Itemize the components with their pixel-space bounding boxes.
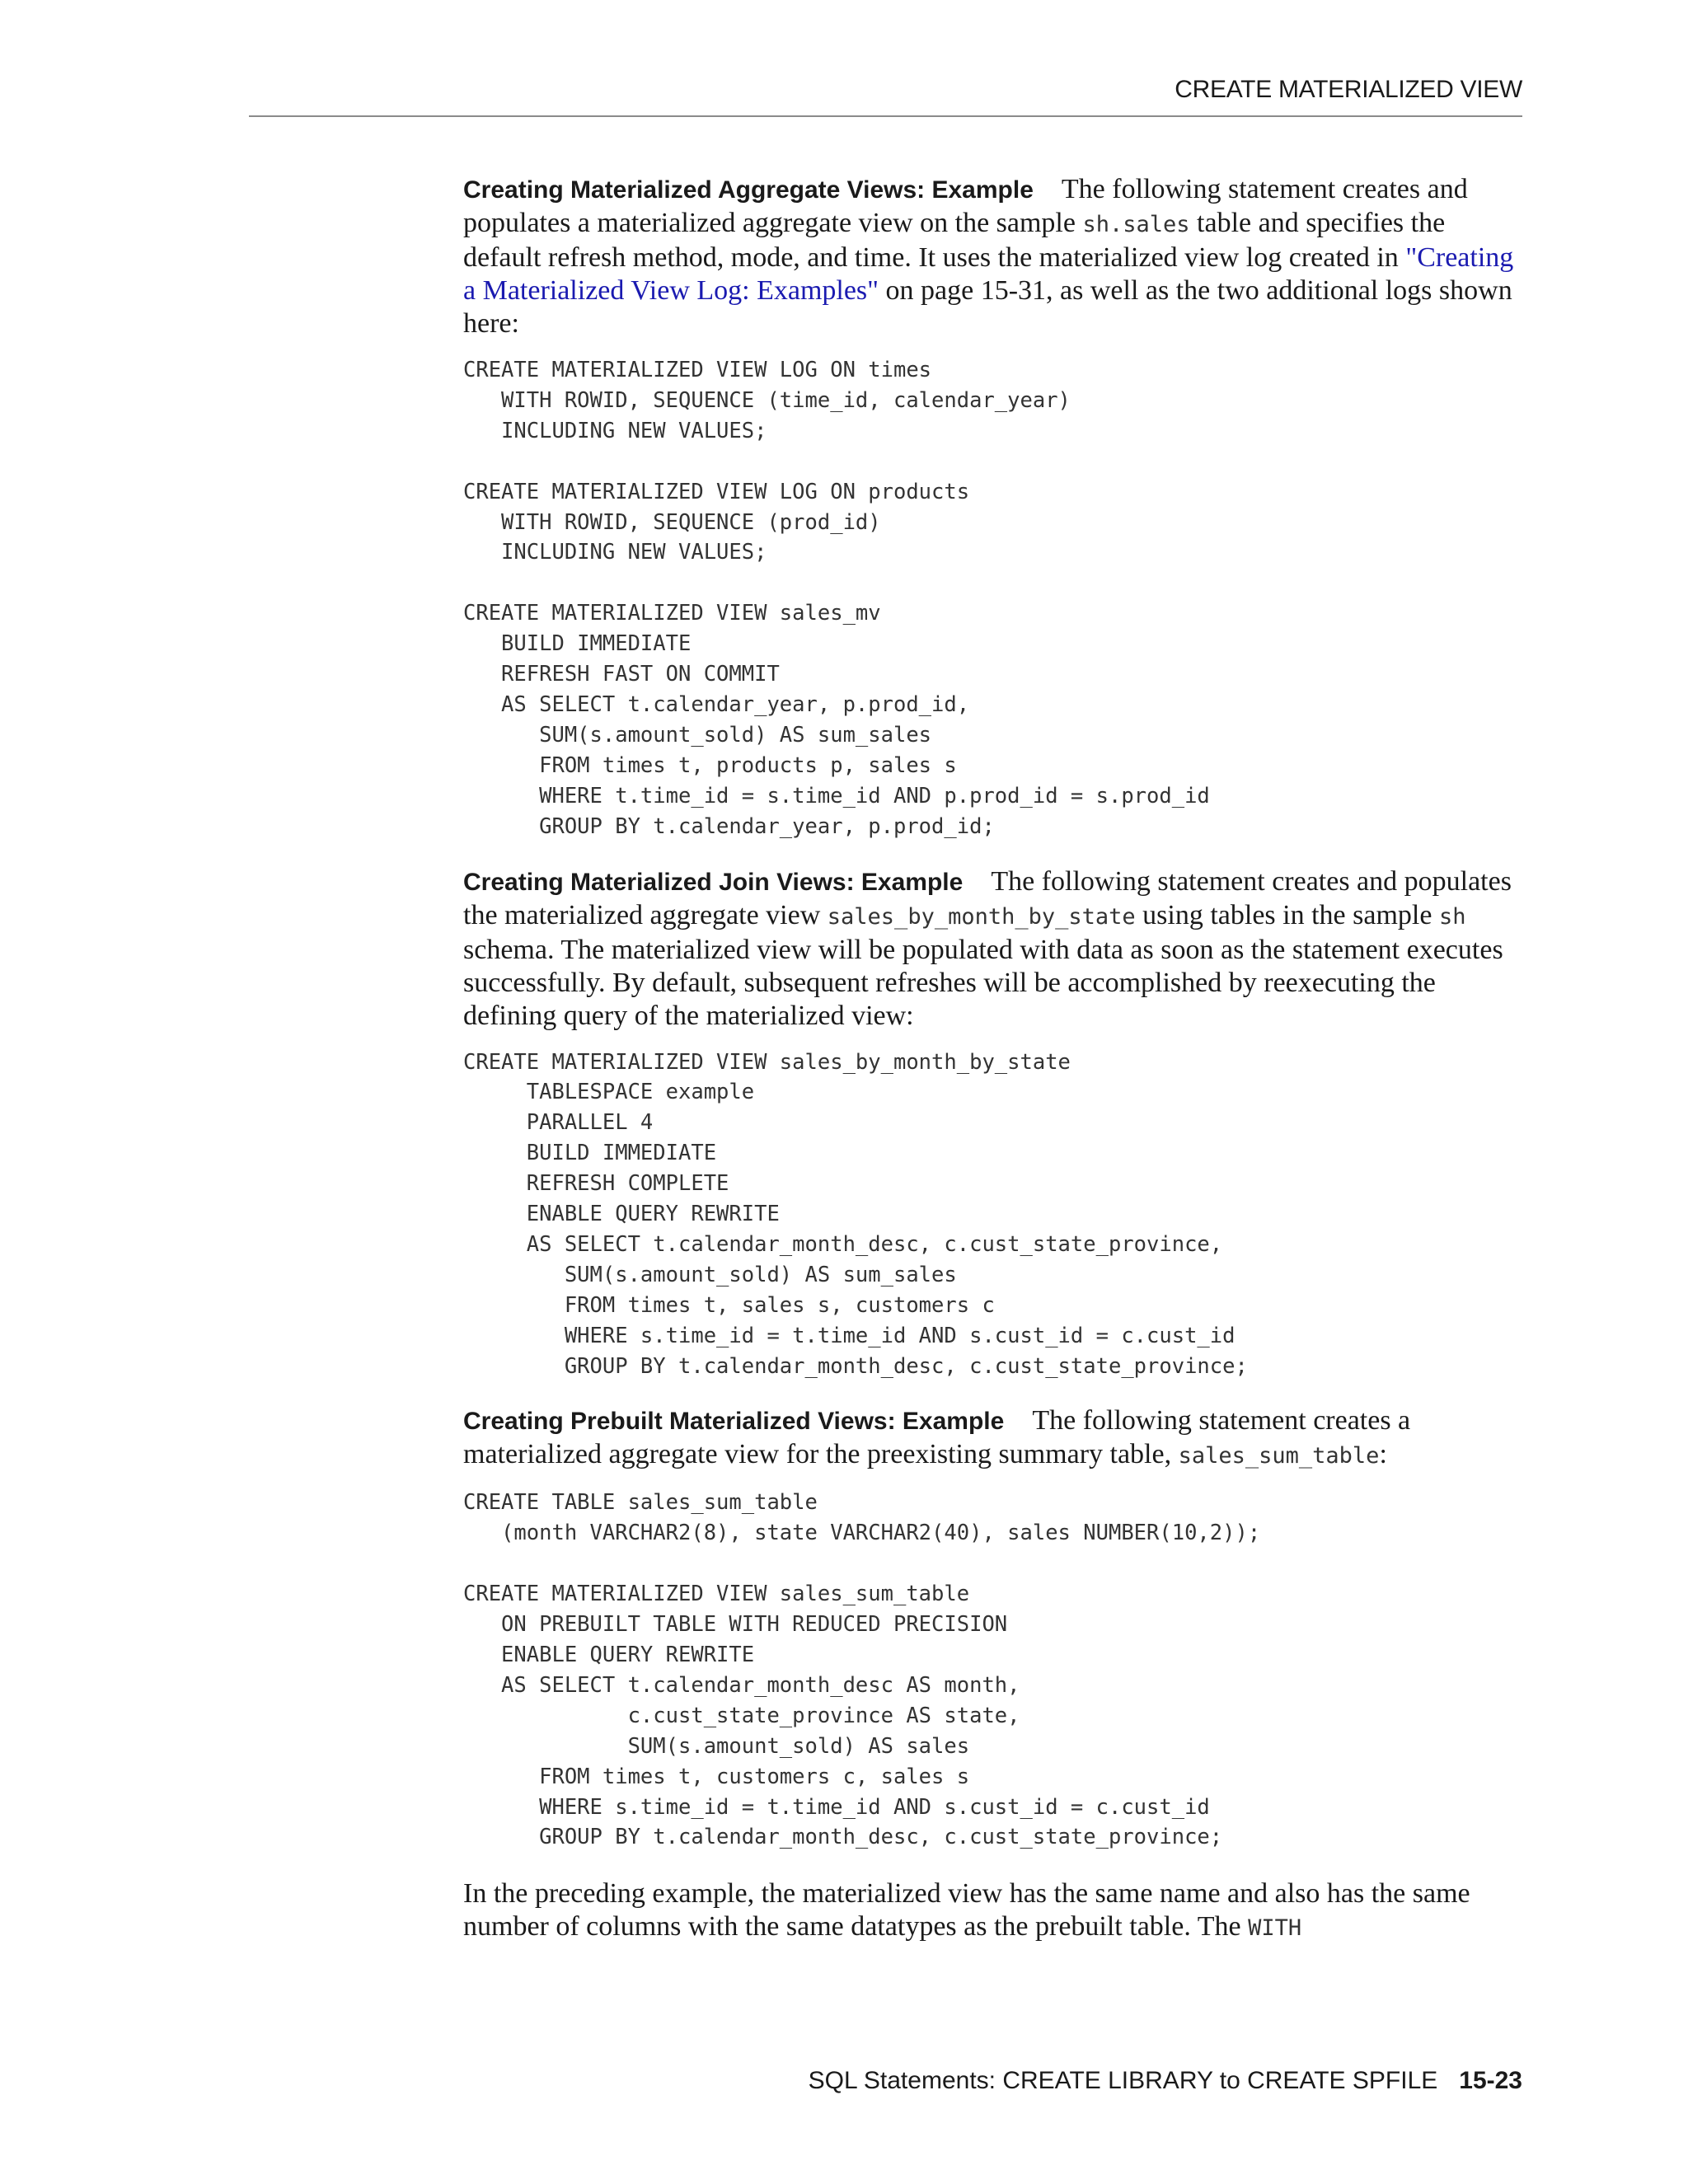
header-rule [249, 115, 1522, 117]
footer-title: SQL Statements: CREATE LIBRARY to CREATE SPFILE [808, 2067, 1438, 2094]
inline-code: sales_by_month_by_state [827, 903, 1136, 930]
page-number: 15-23 [1459, 2067, 1522, 2094]
inline-code: sh [1438, 903, 1466, 930]
cross-reference-link[interactable]: "Creating a Materialized View Log: Examples" [463, 242, 1514, 306]
join-views-code: CREATE MATERIALIZED VIEW sales_by_month_by_state TABLESPACE example PARALLEL 4 BUILD IMMEDIATE REFRESH COMPLETE ENABLE QUERY REWRITE AS SELECT t.calendar_month_desc, c.cust_state_province, SUM(s.amount_sold) AS sum_sales FROM times t, sales s, customers c WHERE s.time_id = t.time_id AND s.cust_id = c.cust_id GROUP BY t.calendar_month_desc, c.cust_state_province; [463, 1049, 1248, 1379]
page-content [463, 173, 1526, 1945]
aggregate-views-paragraph: Creating Materialized Aggregate Views: Example The following statement creates and populates a materialized aggregate view on the sample sh.sales table and specifies the default refresh method, mode, and time. It uses the materialized view log created in "Creating a Materialized View Log: Examples" on page 15-31, as well as the two additional logs shown here: [463, 174, 1514, 339]
running-header: CREATE MATERIALIZED VIEW [1175, 76, 1522, 103]
inline-code: WITH [1248, 1915, 1302, 1942]
aggregate-views-heading: Creating Materialized Aggregate Views: Example [463, 176, 1034, 204]
running-footer [809, 2067, 1522, 2095]
prebuilt-views-heading: Creating Prebuilt Materialized Views: Example [463, 1408, 1005, 1436]
inline-code: sales_sum_table [1178, 1443, 1380, 1469]
join-views-paragraph: Creating Materialized Join Views: Example The following statement creates and populates the materialized aggregate view sales_by_month_by_state using tables in the sample sh schema. The materialized view will be populated with data as soon as the statement executes successfully. By default, subsequent refreshes will be accomplished by reexecuting the defining query of the materialized view: [463, 865, 1512, 1031]
join-views-heading: Creating Materialized Join Views: Example [463, 868, 964, 896]
prebuilt-views-paragraph: Creating Prebuilt Materialized Views: Example The following statement creates a materialized aggregate view for the preexisting summary table, sales_sum_table: [463, 1405, 1411, 1470]
prebuilt-views-code: CREATE TABLE sales_sum_table (month VARCHAR2(8), state VARCHAR2(40), sales NUMBER(10,2)); CREATE MATERIALIZED VIEW sales_sum_table ON PREBUILT TABLE WITH REDUCED PRECISION ENABLE QUERY REWRITE AS SELECT t.calendar_month_desc AS month, c.cust_state_province AS state, SUM(s.amount_sold) AS sales FROM times t, customers c, sales s WHERE s.time_id = t.time_id AND s.cust_id = c.cust_id GROUP BY t.calendar_month_desc, c.cust_state_province; [463, 1490, 1261, 1850]
aggregate-views-code: CREATE MATERIALIZED VIEW LOG ON times WITH ROWID, SEQUENCE (time_id, calendar_year) INCLUDING NEW VALUES; CREATE MATERIALIZED VIEW LOG ON products WITH ROWID, SEQUENCE (prod_id) INCLUDING NEW VALUES; CREATE MATERIALIZED VIEW sales_mv BUILD IMMEDIATE REFRESH FAST ON COMMIT AS SELECT t.calendar_year, p.prod_id, SUM(s.amount_sold) AS sum_sales FROM times t, products p, sales s WHERE t.time_id = s.time_id AND p.prod_id = s.prod_id GROUP BY t.calendar_year, p.prod_id; [463, 358, 1210, 839]
inline-code: sh.sales [1082, 212, 1190, 237]
closing-paragraph: In the preceding example, the materialized view has the same name and also has the same number of columns with the same datatypes as the prebuilt table. The WITH [463, 1878, 1470, 1943]
